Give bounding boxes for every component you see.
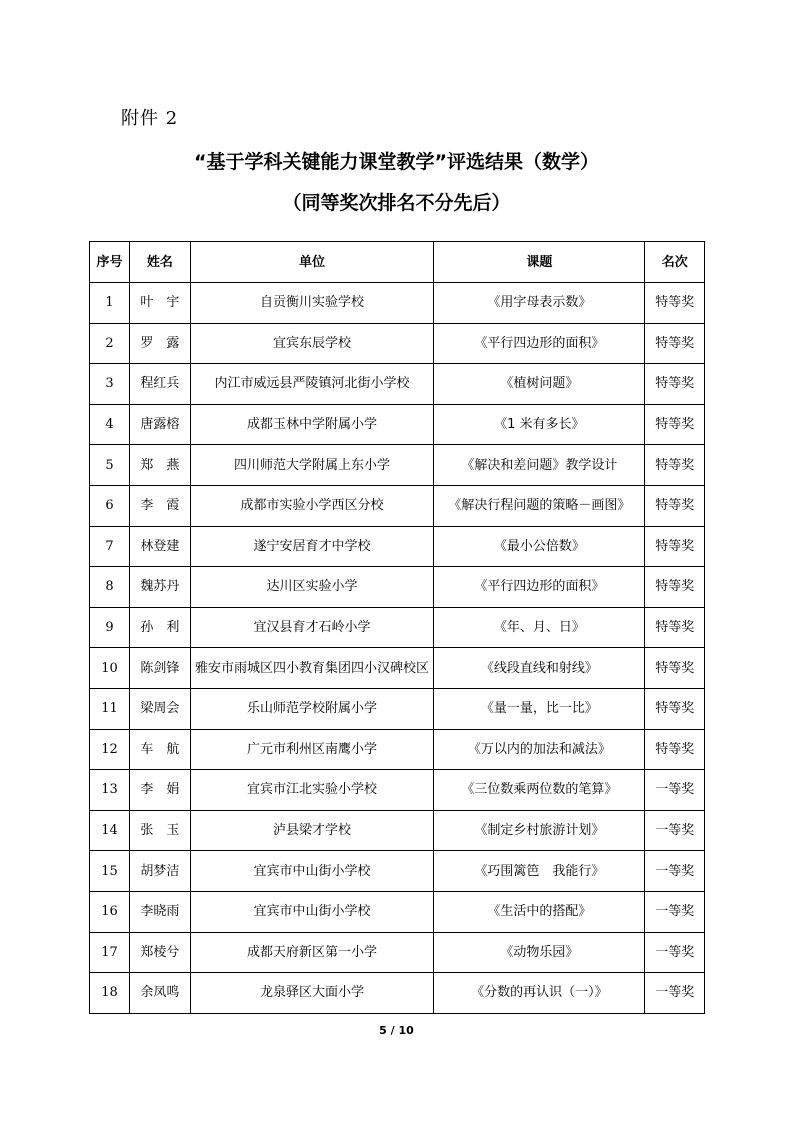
row-name: 李 娟 [130,770,191,811]
row-name: 李晓雨 [130,891,191,932]
table-row [90,283,705,324]
row-rank: 特等奖 [645,729,705,770]
table-row [90,770,705,811]
row-unit: 乐山师范学校附属小学 [190,688,434,729]
table-row [90,729,705,770]
row-rank: 特等奖 [645,283,705,324]
row-rank: 一等奖 [645,891,705,932]
row-name: 魏苏丹 [130,567,191,608]
row-number: 7 [90,526,130,567]
table-row [90,688,705,729]
table-body [90,283,705,1014]
table-row [90,485,705,526]
row-number: 8 [90,567,130,608]
row-topic: 《万以内的加法和减法》 [434,729,645,770]
row-topic: 《三位数乘两位数的笔算》 [434,770,645,811]
row-rank: 一等奖 [645,770,705,811]
row-rank: 一等奖 [645,973,705,1014]
row-name: 孙 利 [130,607,191,648]
row-number: 10 [90,648,130,689]
row-rank: 特等奖 [645,526,705,567]
row-topic: 《分数的再认识（一）》 [434,973,645,1014]
row-number: 3 [90,364,130,405]
row-topic: 《最小公倍数》 [434,526,645,567]
page-number: 5 / 10 [379,1024,414,1037]
row-unit: 遂宁安居育才中学校 [190,526,434,567]
table-row [90,851,705,892]
document-subtitle: （同等奖次排名不分先后） [282,192,511,214]
row-topic: 《量一量，比一比》 [434,688,645,729]
row-unit: 宜宾市江北实验小学校 [190,770,434,811]
row-name: 唐露榕 [130,404,191,445]
row-number: 15 [90,851,130,892]
row-number: 13 [90,770,130,811]
row-rank: 特等奖 [645,445,705,486]
table-row [90,323,705,364]
row-topic: 《平行四边形的面积》 [434,323,645,364]
row-number: 16 [90,891,130,932]
table-row [90,973,705,1014]
row-name: 余凤鸣 [130,973,191,1014]
row-topic: 《生活中的搭配》 [434,891,645,932]
row-topic: 《制定乡村旅游计划》 [434,810,645,851]
attachment-label: 附件 2 [121,108,179,129]
row-name: 胡梦洁 [130,851,191,892]
header-unit: 单位 [190,242,434,283]
row-unit: 雅安市雨城区四小教育集团四小汉碑校区 [190,648,434,689]
row-unit: 龙泉驿区大面小学 [190,973,434,1014]
row-name: 张 玉 [130,810,191,851]
header-name: 姓名 [130,242,191,283]
row-topic: 《平行四边形的面积》 [434,567,645,608]
row-rank: 一等奖 [645,932,705,973]
row-rank: 特等奖 [645,567,705,608]
row-name: 陈剑锋 [130,648,191,689]
row-name: 罗 露 [130,323,191,364]
row-name: 林登建 [130,526,191,567]
row-unit: 成都玉林中学附属小学 [190,404,434,445]
table-row [90,567,705,608]
row-topic: 《巧围篱笆 我能行》 [434,851,645,892]
row-name: 郑棱兮 [130,932,191,973]
header-topic: 课题 [434,242,645,283]
row-number: 14 [90,810,130,851]
row-number: 17 [90,932,130,973]
row-unit: 四川师范大学附属上东小学 [190,445,434,486]
table-row [90,526,705,567]
table-row [90,932,705,973]
row-unit: 广元市利州区南鹰小学 [190,729,434,770]
row-rank: 特等奖 [645,607,705,648]
table-row [90,810,705,851]
row-name: 郑 燕 [130,445,191,486]
row-unit: 成都天府新区第一小学 [190,932,434,973]
row-unit: 达川区实验小学 [190,567,434,608]
row-number: 18 [90,973,130,1014]
row-topic: 《动物乐园》 [434,932,645,973]
row-number: 1 [90,283,130,324]
row-unit: 宜宾市中山街小学校 [190,891,434,932]
row-topic: 《用字母表示数》 [434,283,645,324]
table-row [90,891,705,932]
table-row [90,404,705,445]
row-number: 6 [90,485,130,526]
row-topic: 《解决行程问题的策略－画图》 [434,485,645,526]
row-topic: 《年、月、日》 [434,607,645,648]
table-header-row [90,242,705,283]
row-unit: 自贡衡川实验学校 [190,283,434,324]
row-number: 2 [90,323,130,364]
row-rank: 特等奖 [645,485,705,526]
row-name: 程红兵 [130,364,191,405]
row-unit: 内江市威远县严陵镇河北街小学校 [190,364,434,405]
table-row [90,607,705,648]
row-name: 车 航 [130,729,191,770]
row-rank: 特等奖 [645,404,705,445]
row-topic: 《解决和差问题》教学设计 [434,445,645,486]
row-number: 5 [90,445,130,486]
row-name: 李 霞 [130,485,191,526]
row-name: 梁周会 [130,688,191,729]
header-rank: 名次 [645,242,705,283]
row-rank: 一等奖 [645,851,705,892]
row-unit: 宜宾市中山街小学校 [190,851,434,892]
header-no: 序号 [90,242,130,283]
row-unit: 宜宾东辰学校 [190,323,434,364]
row-unit: 宜汉县育才石岭小学 [190,607,434,648]
row-rank: 特等奖 [645,364,705,405]
table-row [90,364,705,405]
row-unit: 成都市实验小学西区分校 [190,485,434,526]
row-rank: 一等奖 [645,810,705,851]
row-topic: 《植树问题》 [434,364,645,405]
results-table [89,241,705,1014]
row-number: 9 [90,607,130,648]
row-rank: 特等奖 [645,688,705,729]
row-rank: 特等奖 [645,323,705,364]
table-row [90,648,705,689]
row-number: 11 [90,688,130,729]
row-rank: 特等奖 [645,648,705,689]
row-number: 12 [90,729,130,770]
row-unit: 泸县梁才学校 [190,810,434,851]
row-topic: 《1 米有多长》 [434,404,645,445]
table-row [90,445,705,486]
row-name: 叶 宇 [130,283,191,324]
row-number: 4 [90,404,130,445]
row-topic: 《线段直线和射线》 [434,648,645,689]
document-title: “基于学科关键能力课堂教学”评选结果（数学） [194,151,599,173]
